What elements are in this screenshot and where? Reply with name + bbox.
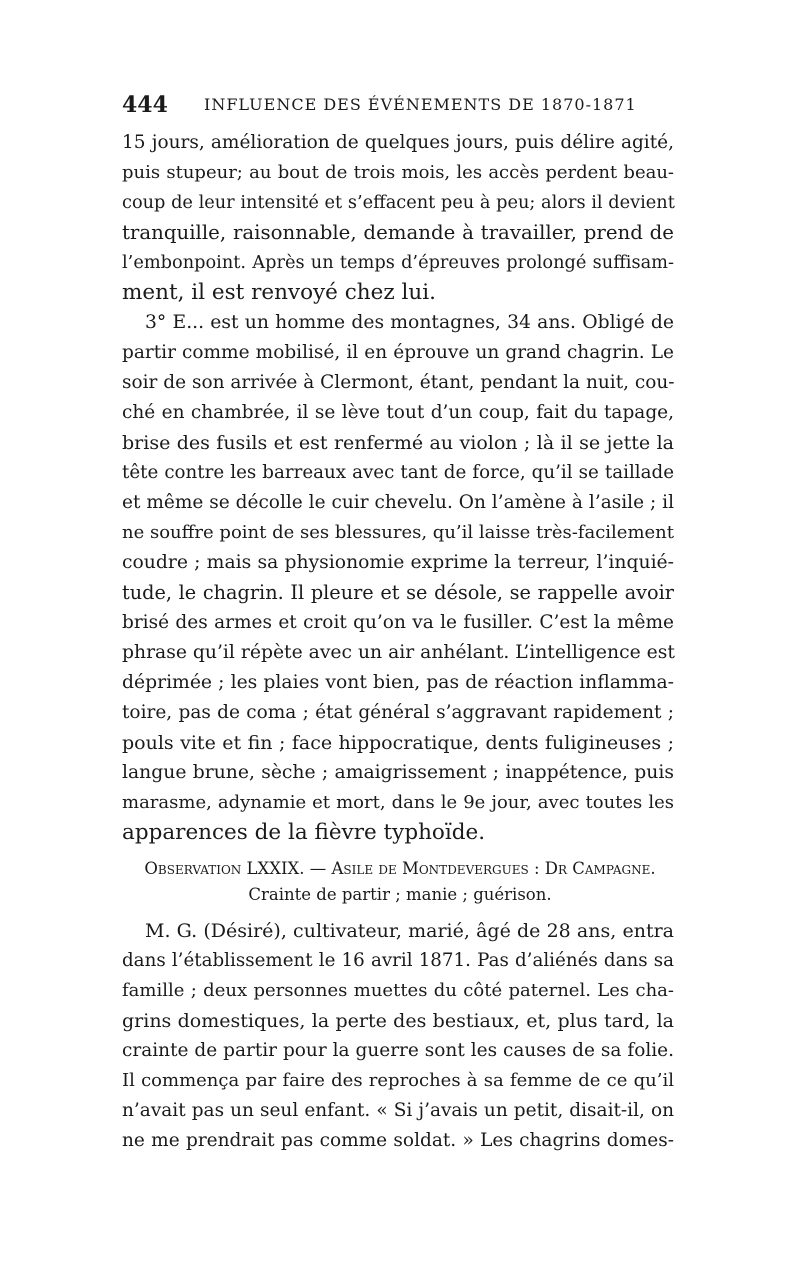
text-line: tête contre les barreaux avec tant de force, qu’il se taillade	[122, 462, 674, 483]
running-title: INFLUENCE DES ÉVÉNEMENTS DE 1870-1871	[204, 95, 637, 114]
text-line: famille ; deux personnes muettes du côté paternel. Les cha-	[122, 980, 674, 1001]
running-header	[122, 92, 678, 122]
text-line: 3° E... est un homme des montagnes, 34 ans. Obligé de	[145, 312, 674, 333]
text-line: ne me prendrait pas comme soldat. » Les chagrins domes-	[122, 1130, 674, 1151]
text-line: grins domestiques, la perte des bestiaux, et, plus tard, la	[122, 1010, 674, 1032]
text-line: puis stupeur; au bout de trois mois, les accès perdent beau-	[122, 162, 674, 183]
text-line: déprimée ; les plaies vont bien, pas de réaction inflamma-	[122, 672, 674, 693]
text-line: ché en chambrée, il se lève tout d’un coup, fait du tapage,	[122, 402, 674, 423]
text-line: apparences de la fièvre typhoïde.	[122, 820, 486, 845]
text-line: brise des fusils et est renfermé au violon ; là il se jette la	[122, 432, 674, 454]
text-line: dans l’établissement le 16 avril 1871. Pas d’aliénés dans sa	[122, 950, 674, 971]
text-line: ment, il est renvoyé chez lui.	[122, 280, 436, 305]
text-line: tranquille, raisonnable, demande à travailler, prend de	[122, 221, 674, 244]
text-line: et même se décolle le cuir chevelu. On l’amène à l’asile ; il	[122, 492, 674, 513]
text-line: Il commença par faire des reproches à sa femme de ce qu’il	[122, 1070, 674, 1091]
text-line: brisé des armes et croit qu’on va le fusiller. C’est la même	[122, 612, 674, 633]
text-line: langue brune, sèche ; amaigrissement ; inappétence, puis	[122, 762, 674, 783]
text-line: coudre ; mais sa physionomie exprime la terreur, l’inquié-	[122, 552, 674, 573]
text-line: marasme, adynamie et mort, dans le 9e jour, avec toutes les	[122, 792, 674, 813]
text-line: pouls vite et fin ; face hippocratique, dents fuligineuses ;	[122, 732, 674, 754]
text-line: tude, le chagrin. Il pleure et se désole, se rappelle avoir	[122, 581, 674, 604]
text-line: n’avait pas un seul enfant. « Si j’avais un petit, disait-il, on	[122, 1100, 674, 1121]
observation-heading: Observation LXXIX. — Asile de Montdevergues : Dr Campagne.	[144, 859, 656, 878]
text-line: ne souffre point de ses blessures, qu’il laisse très-facilement	[122, 522, 674, 543]
text-line: coup de leur intensité et s’effacent peu à peu; alors il devient	[122, 193, 675, 213]
text-line: toire, pas de coma ; état général s’aggravant rapidement ;	[122, 702, 674, 723]
page-number: 444	[122, 92, 168, 118]
text-line: 15 jours, amélioration de quelques jours, puis délire agité,	[122, 132, 674, 153]
text-line: partir comme mobilisé, il en éprouve un grand chagrin. Le	[122, 342, 674, 363]
text-line: l’embonpoint. Après un temps d’épreuves prolongé suffisam-	[122, 253, 674, 273]
observation-subheading: Crainte de partir ; manie ; guérison.	[248, 885, 552, 904]
text-line: M. G. (Désiré), cultivateur, marié, âgé de 28 ans, entra	[145, 920, 674, 942]
text-line: phrase qu’il répète avec un air anhélant. L’intelligence est	[122, 642, 675, 663]
text-line: soir de son arrivée à Clermont, étant, pendant la nuit, cou-	[122, 372, 675, 393]
text-line: crainte de partir pour la guerre sont les causes de sa folie.	[122, 1040, 674, 1061]
